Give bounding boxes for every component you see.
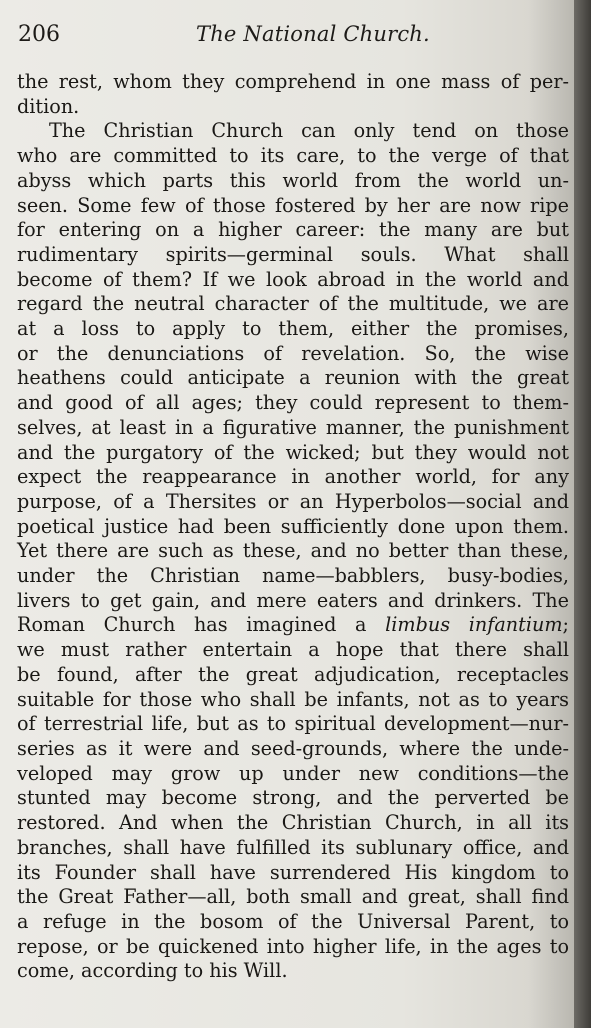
page-number: 206 (18, 22, 60, 47)
text-fragment: ; (562, 613, 569, 637)
text-line: or the denunciations of revelation. So, the wise (17, 341, 569, 365)
text-line: under the Christian name—babblers, busy-bodies, (17, 564, 569, 588)
text-line: seen. Some few of those fostered by her are now ripe (17, 193, 569, 217)
text-line: the rest, whom they comprehend in one mass of per- (17, 70, 569, 93)
text-line: regard the neutral character of the multitude, we are (17, 292, 569, 316)
page-edge-shadow (574, 0, 591, 1028)
text-line: abyss which parts this world from the world un- (17, 168, 569, 192)
text-line: at a loss to apply to them, either the promises, (17, 317, 569, 341)
text-line: restored. And when the Christian Church, in all its (17, 811, 569, 835)
text-line: its Founder shall have surrendered His kingdom to (17, 860, 569, 884)
italic-phrase: limbus infantium (385, 613, 563, 637)
text-line: poetical justice had been sufficiently done upon them. (17, 514, 569, 538)
page-header (18, 22, 544, 52)
text-line: The Christian Church can only tend on those (49, 119, 569, 143)
text-line: heathens could anticipate a reunion with the great (17, 366, 569, 390)
text-line: of terrestrial life, but as to spiritual development—nur- (17, 712, 569, 736)
running-title: The National Church. (196, 22, 430, 46)
text-line: dition. (17, 94, 80, 118)
text-line: livers to get gain, and mere eaters and drinkers. The (17, 588, 569, 612)
text-line: and good of all ages; they could represent to them- (17, 391, 569, 415)
text-line: rudimentary spirits—germinal souls. What shall (17, 242, 569, 266)
text-line: and the purgatory of the wicked; but they would not (17, 440, 569, 464)
text-line: purpose, of a Thersites or an Hyperbolos—social and (17, 489, 569, 513)
text-line: series as it were and seed-grounds, where the unde- (17, 736, 569, 760)
paragraph (17, 119, 569, 984)
text-line: the Great Father—all, both small and great, shall find (17, 885, 569, 909)
text-line: be found, after the great adjudication, receptacles (17, 662, 569, 686)
body-text (17, 70, 569, 984)
text-line: branches, shall have fulfilled its sublunary office, and (17, 835, 569, 859)
text-line: expect the reappearance in another world, for any (17, 465, 569, 489)
text-line (17, 613, 569, 638)
text-line: who are committed to its care, to the verge of that (17, 144, 569, 168)
text-line: become of them? If we look abroad in the world and (17, 267, 569, 291)
text-line: Yet there are such as these, and no better than these, (17, 539, 569, 563)
text-line: a refuge in the bosom of the Universal Parent, to (17, 909, 569, 933)
text-line: we must rather entertain a hope that there shall (17, 638, 569, 662)
text-line: suitable for those who shall be infants, not as to years (17, 687, 569, 711)
text-fragment: Roman Church has imagined a (17, 613, 386, 637)
text-line: stunted may become strong, and the perverted be (17, 786, 569, 810)
paragraph (17, 70, 569, 119)
text-line: selves, at least in a figurative manner, the punishment (17, 415, 569, 439)
text-line: repose, or be quickened into higher life, in the ages to (17, 934, 569, 958)
text-line: veloped may grow up under new conditions—the (17, 761, 569, 785)
text-line: for entering on a higher career: the many are but (17, 218, 569, 242)
text-line: come, according to his Will. (17, 959, 288, 983)
